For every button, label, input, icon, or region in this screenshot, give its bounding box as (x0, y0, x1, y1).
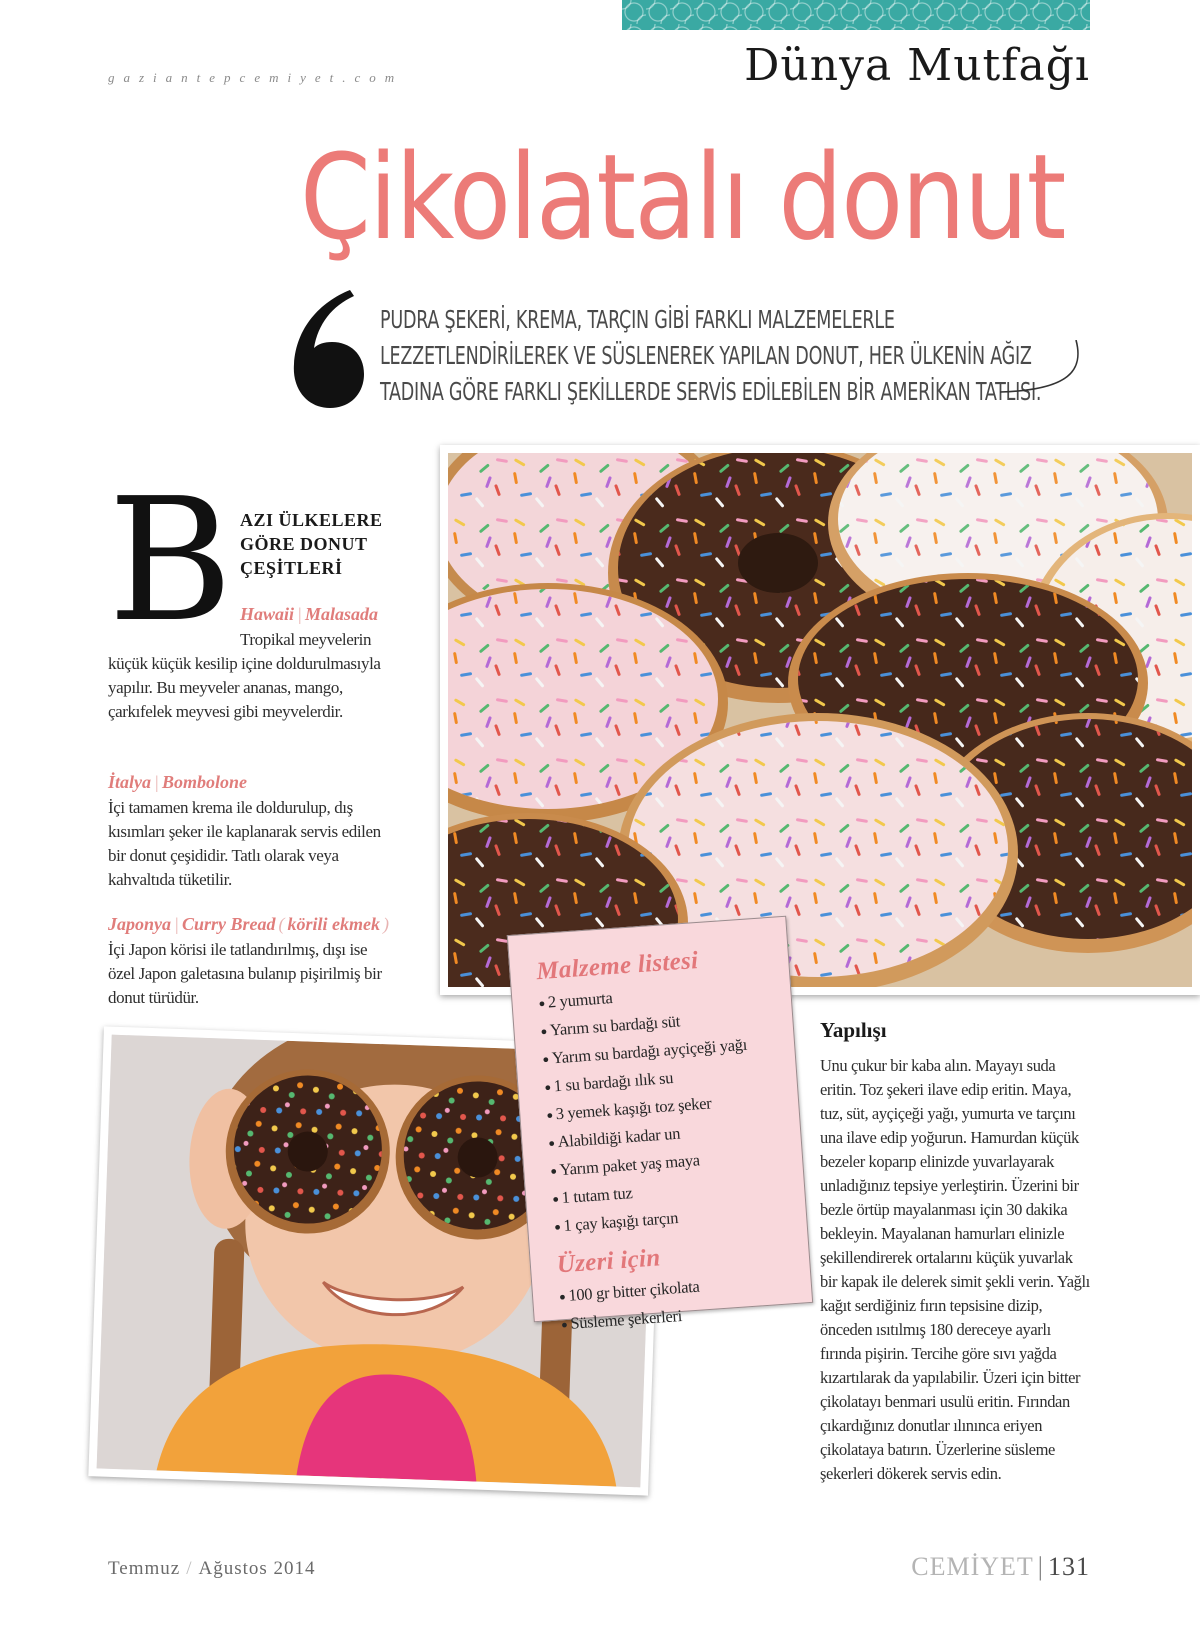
variety-text-japan: İçi Japon körisi ile tatlandırılmış, dışı ise özel Japon galetasına bulanıp pişirilmiş bir donut türüdür. (108, 940, 382, 1007)
variety-name: Curry Bread (181, 914, 276, 934)
footer-month-year: Ağustos 2014 (198, 1558, 316, 1579)
separator: | (154, 772, 159, 792)
ingredients-heading: Malzeme listesi (535, 946, 700, 986)
quote-mark-icon (290, 290, 366, 408)
variety-title-japan (108, 914, 392, 935)
separator: ( (278, 914, 285, 934)
variety-country: Hawaii (240, 604, 295, 624)
magazine-name: CEMİYET (911, 1552, 1034, 1581)
footer-month: Temmuz (108, 1558, 181, 1579)
section-title: Dünya Mutfağı (744, 40, 1090, 91)
footer-brand (911, 1552, 1090, 1582)
variety-note: körili ekmek (287, 914, 380, 934)
ingredient-item: ● Yarım su bardağı süt (540, 1002, 775, 1046)
variety-country: İtalya (108, 772, 151, 792)
variety-text-hawaii: Tropikal meyvelerin küçük küçük kesilip içine doldurulmasıyla yapılır. Bu meyveler ananas, mango, çarkıfelek meyvesi gibi meyvelerdir. (108, 630, 381, 721)
topping-item: ● Süsleme şekerleri (560, 1295, 795, 1339)
drop-cap: B (108, 462, 233, 660)
ingredient-item: ● Alabildiği kadar un (547, 1114, 782, 1158)
ingredient-item: ● 1 tutam tuz (551, 1169, 786, 1213)
decorative-pattern-band (622, 0, 1090, 30)
separator: | (297, 604, 302, 624)
topping-item: ● 100 gr bitter çikolata (558, 1267, 793, 1311)
variety-text-italy: İçi tamamen krema ile doldurulup, dış kısımları şeker ile kaplanarak servis edilen bir donut çeşididir. Tatlı olarak veya kahvaltıda tüketilir. (108, 798, 381, 889)
ingredient-item: ● 1 çay kaşığı tarçın (553, 1197, 788, 1241)
variety-title-hawaii (240, 604, 378, 625)
donut-illustration (448, 453, 1192, 987)
separator: / (186, 1558, 193, 1579)
separator: | (1037, 1552, 1044, 1581)
footer-issue-date (108, 1558, 316, 1580)
intro-heading: AZI ÜLKELERE GÖRE DONUT ÇEŞİTLERİ (240, 510, 383, 578)
ingredient-item: ● Yarım su bardağı ayçiçeği yağı (542, 1030, 777, 1074)
page-number: 131 (1048, 1552, 1090, 1581)
topping-list (558, 1267, 795, 1339)
separator: | (174, 914, 179, 934)
site-url: gaziantepcemiyet.com (108, 70, 404, 85)
ingredient-item: ● 2 yumurta (538, 974, 773, 1018)
recipe-heading: Yapılışı (820, 1018, 887, 1042)
ingredient-item: ● 3 yemek kaşığı toz şeker (546, 1086, 781, 1130)
ingredients-card (507, 916, 813, 1333)
donut-photo (440, 445, 1200, 995)
lead-paragraph: PUDRA ŞEKERİ, KREMA, TARÇIN GİBİ FARKLI MALZEMELERLE LEZZETLENDİRİLEREK VE SÜSLENEREK YAPILAN DONUT, HER ÜLKENİN AĞIZ TADINA GÖRE FARKLI ŞEKİLLERDE SERVİS EDİLEBİLEN BİR AMERİKAN TATLISI. (380, 305, 1042, 406)
ingredient-item: ● Yarım paket yaş maya (549, 1141, 784, 1185)
variety-name: Malasada (304, 604, 378, 624)
article-title: Çikolatalı donut (300, 128, 1065, 266)
separator: ) (382, 914, 389, 934)
recipe-text: Unu çukur bir kaba alın. Mayayı suda eritin. Toz şekeri ilave edip eritin. Maya, tuz, süt, ayçiçeği yağı, yumurta ve tarçını una ilave edip yoğurun. Hamurdan küçük bezeler koparıp elinizde yuvarlayarak unladığınız tepsiye yerleştirin. Üzerini bir bezle örtüp mayalanması için 30 dakika bekleyin. Mayalanan hamurları elinizle şekillendirerek ortalarını küçük yuvarlak bir kapak ile delerek simit şekli verin. Yağlı kağıt serdiğiniz fırın tepsisine dizip, önceden ısıtılmış 180 dereceye ayarlı fırında pişirin. Tercihe göre sıvı yağda kızartılarak da yapılabilir. Üzeri için bitter çikolatayı benmari usulü eritin. Fırından çıkardığınız donutlar ılınınca eriyen çikolataya batırın. Üzerlerine süsleme şekerleri dökerek servis edin. (820, 1056, 1090, 1483)
ingredient-item: ● 1 su bardağı ılık su (544, 1058, 779, 1102)
variety-country: Japonya (108, 914, 171, 934)
variety-name: Bombolone (161, 772, 247, 792)
decorative-curve (1000, 340, 1084, 400)
ingredients-list (538, 974, 789, 1242)
variety-title-italy (108, 772, 247, 793)
topping-heading: Üzeri için (555, 1244, 662, 1279)
